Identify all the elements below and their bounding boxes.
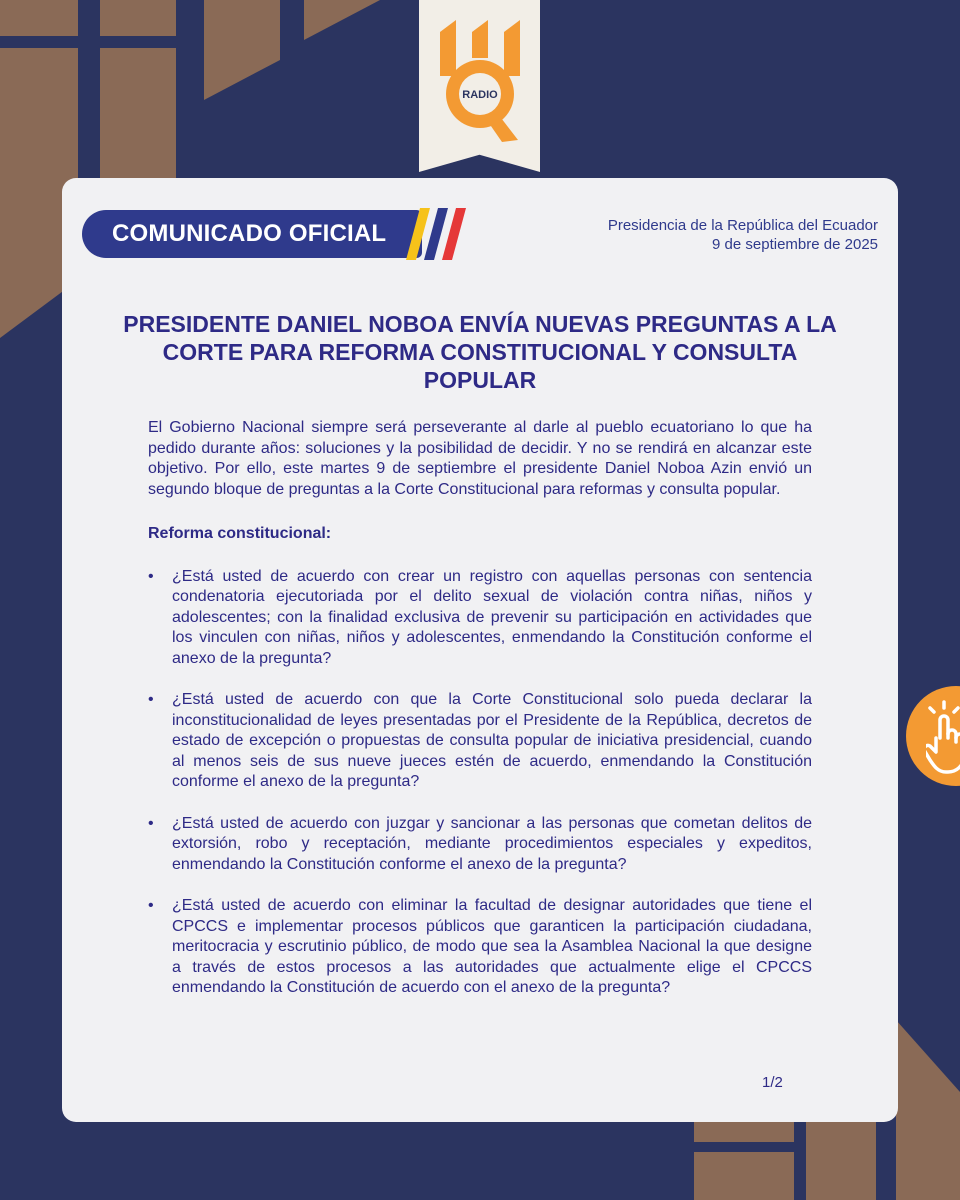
official-communique-tag: COMUNICADO OFICIAL: [82, 210, 422, 258]
question-item: • ¿Está usted de acuerdo con que la Corte Constitucional solo pueda declarar la inconstitucionalidad de leyes presentadas por el Presidente de la República, decretos de estado de excepción o propuestas de consulta popular de iniciativa presidencial, cuando al menos seis de sus nueve jueces estén de acuerdo, enmendando la Constitución conforme el anexo de la pregunta?: [148, 690, 812, 793]
background-block: [100, 0, 176, 36]
question-item: • ¿Está usted de acuerdo con eliminar la facultad de designar autoridades que tiene el CPCCS e implementar procesos públicos que garanticen la participación ciudadana, meritocracia y escrutinio público, de modo que sea la Asamblea Nacional la que designe a través de estos procesos a las autoridades que actualmente elige el CPCCS enmendando la Constitución de acuerdo con el anexo de la pregunta?: [148, 896, 812, 999]
section-title: Reforma constitucional:: [148, 525, 332, 542]
background-block: [896, 1020, 960, 1200]
question-list: [148, 567, 812, 999]
page-number: 1/2: [762, 1074, 783, 1091]
issue-date: 9 de septiembre de 2025: [712, 236, 878, 253]
radio-logo: [438, 18, 522, 148]
headline: PRESIDENTE DANIEL NOBOA ENVÍA NUEVAS PREGUNTAS A LA CORTE PARA REFORMA CONSTITUCIONAL Y CONSULTA POPULAR: [123, 311, 837, 393]
background-block: [204, 0, 280, 100]
background-block: [0, 0, 78, 36]
background-block: [100, 48, 176, 188]
logo-text: RADIO: [462, 89, 498, 101]
question-item: • ¿Está usted de acuerdo con juzgar y sancionar a las personas que cometan delitos de extorsión, robo y receptación, mediante procedimientos especiales y expeditos, enmendando la Constitución conforme el anexo de la pregunta?: [148, 814, 812, 876]
intro-paragraph: El Gobierno Nacional siempre será perseverante al darle al pueblo ecuatoriano lo que ha pedido durante años: soluciones y la posibilidad de decidir. Y no se rendirá en alcanzar este objetivo. Por ello, este martes 9 de septiembre el presidente Daniel Noboa Azin envió un segundo bloque de preguntas a la Corte Constitucional para reformas y consulta popular.: [148, 419, 812, 498]
document-card: [62, 178, 898, 1122]
background-block: [304, 0, 380, 40]
issuer-block: [608, 216, 878, 254]
flag-stripes-icon: [406, 206, 470, 262]
background-block: [694, 1152, 794, 1200]
background-block: [806, 1118, 876, 1200]
tap-hand-icon: [926, 698, 960, 774]
issuer-name: Presidencia de la República del Ecuador: [607, 217, 878, 234]
document-body: [148, 418, 812, 1020]
question-item: • ¿Está usted de acuerdo con crear un registro con aquellas personas con sentencia condenatoria ejecutoriada por el delito sexual de violación contra niñas, niños y adolescentes; con la finalidad exclusiva de prevenir su participación en actividades que los vinculen con niñas, niños y adolescentes, enmendando la Constitución conforme el anexo de la pregunta?: [148, 567, 812, 670]
